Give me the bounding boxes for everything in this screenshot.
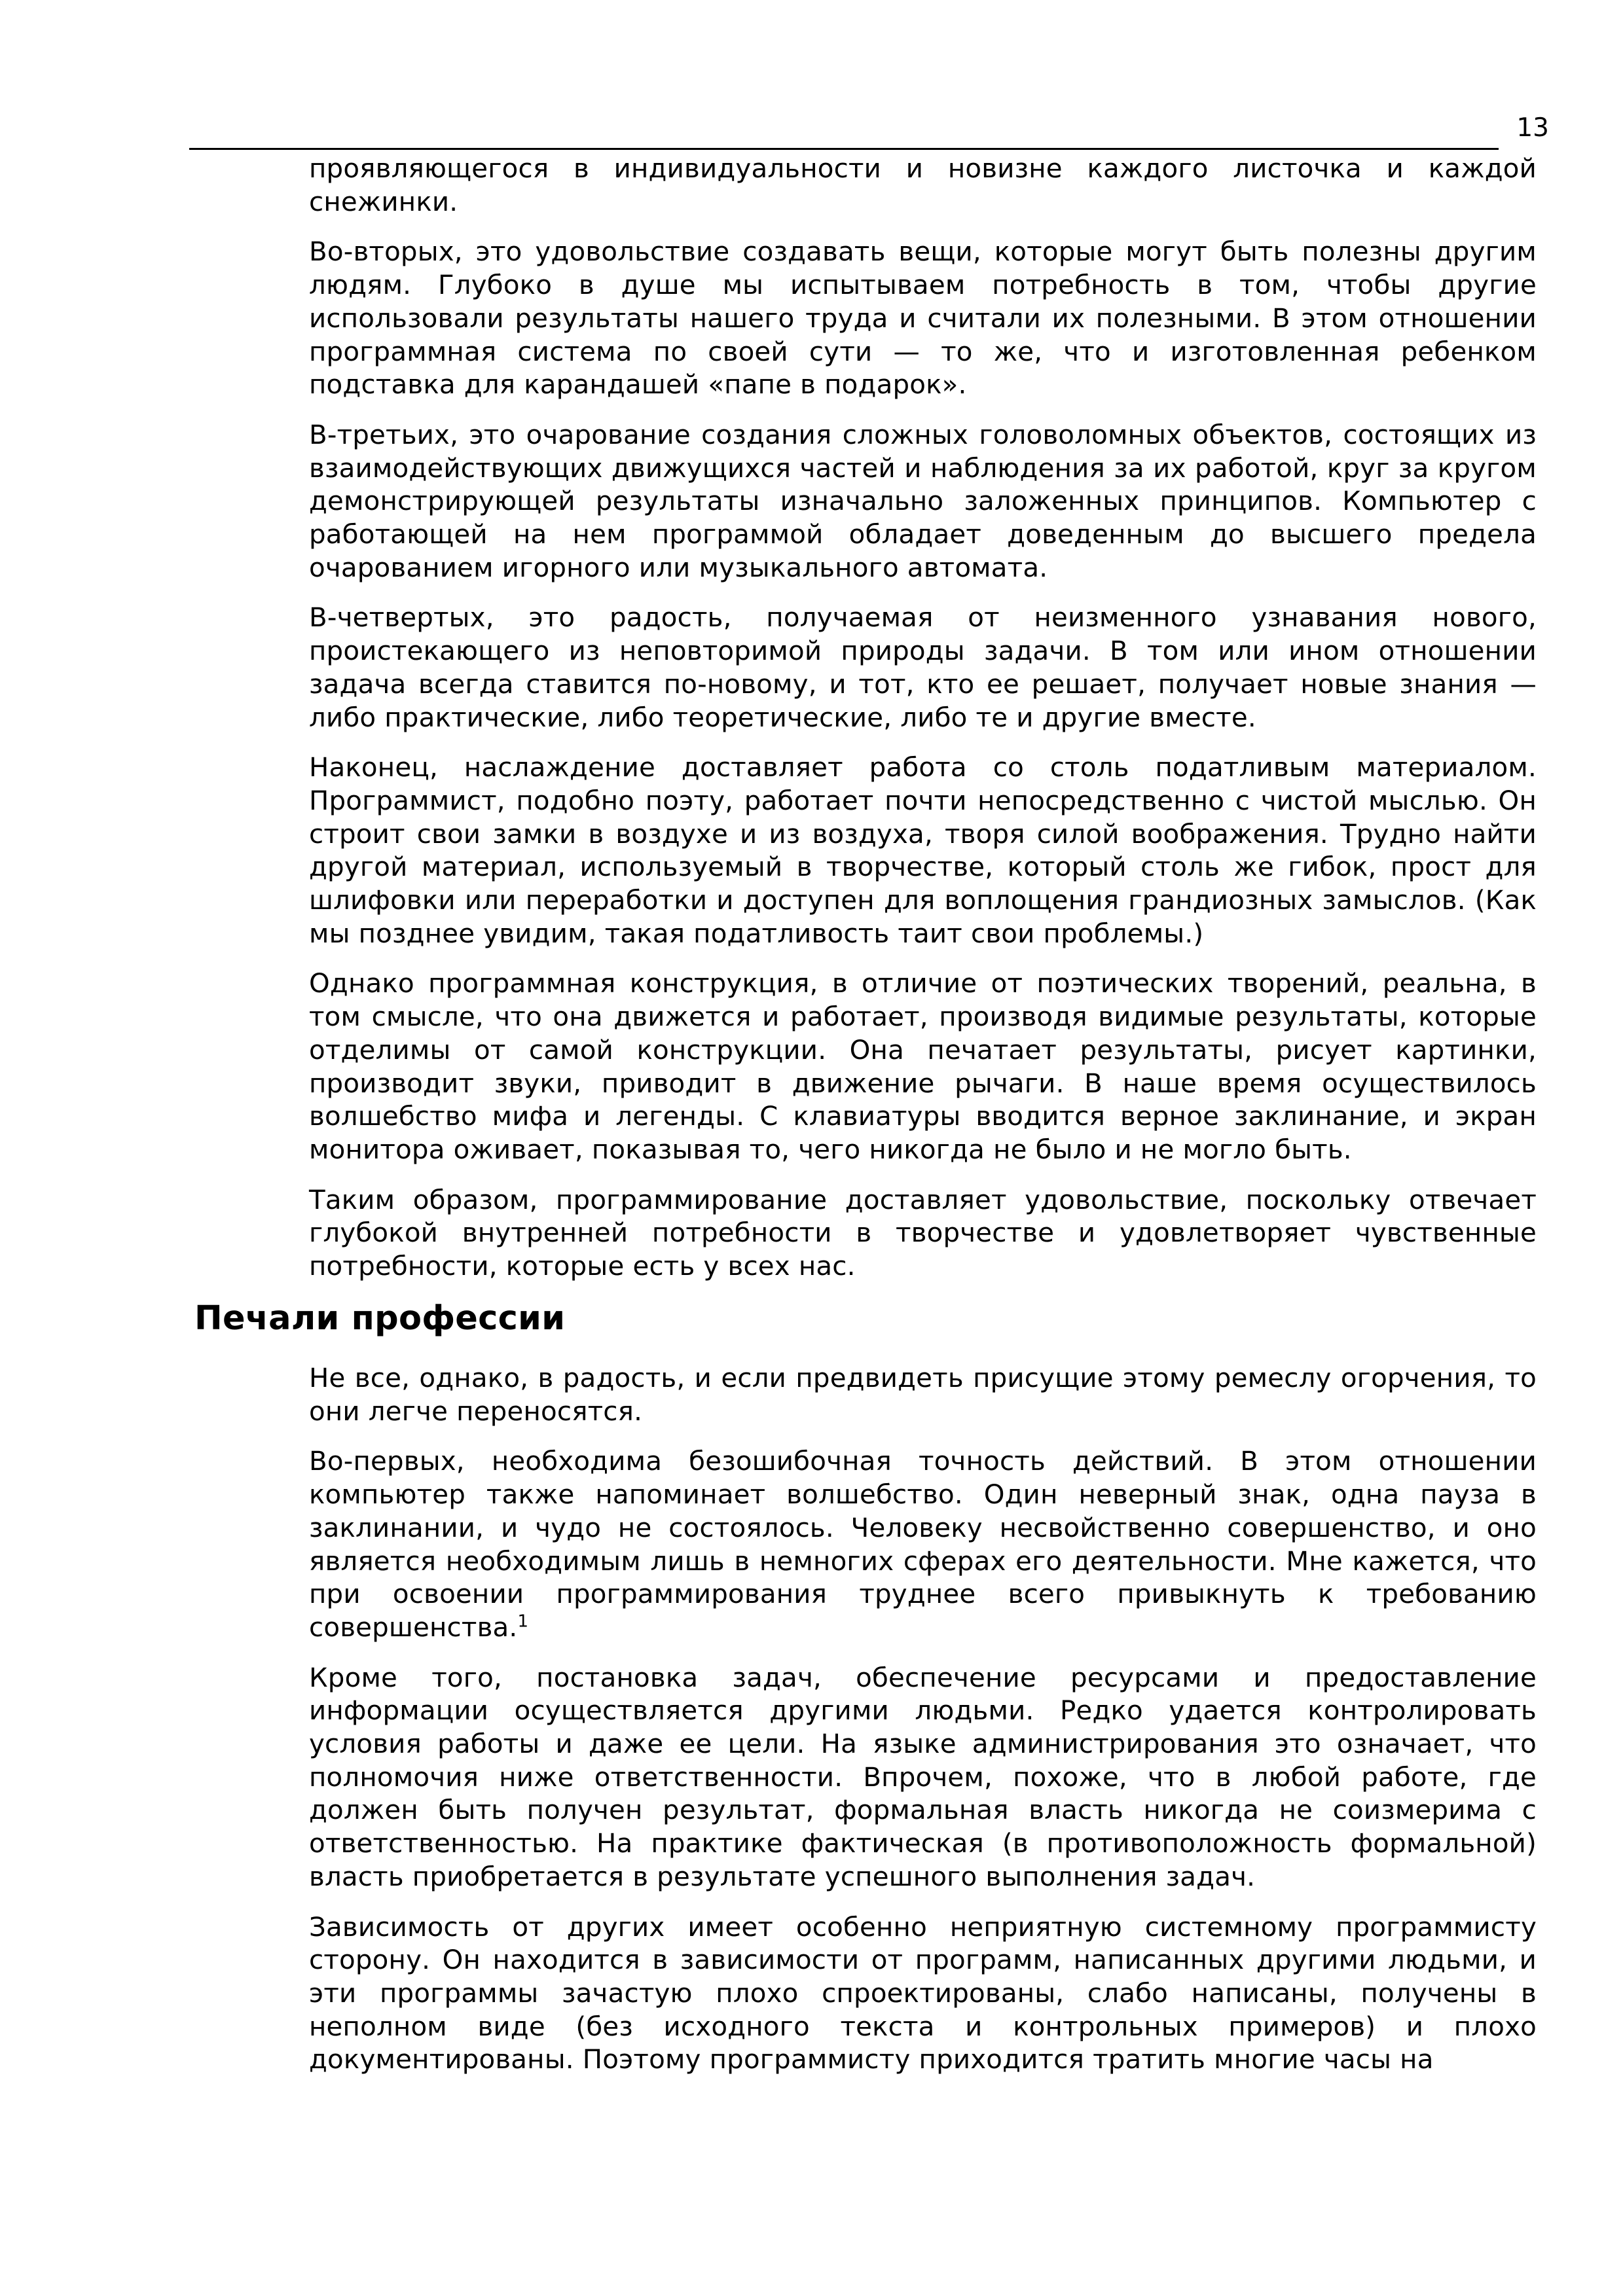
paragraph: Однако программная конструкция, в отличие от поэтических творений, реальна, в том смысле, что она движется и работает, производя видимые результаты, которые отделимы от самой конструкции. Она печатает результаты, рисует картинки, производит звуки, приводит в движение рычаги. В наше время осуществилось волшебство мифа и легенды. С клавиатуры вводится верное заклинание, и экран монитора оживает, показывая то, чего никогда не было и не могло быть. — [309, 968, 1537, 1165]
paragraph-text: Во-первых, необходима безошибочная точность действий. В этом отношении компьютер также напоминает волшебство. Один неверный знак, одна пауза в заклинании, и чудо не состоялось. Человеку несвойственно совершенство, и оно является необходимым лишь в немногих сферах его деятельности. Мне кажется, что при освоении программирования труднее всего привыкнуть к требованию совершенства. — [309, 1446, 1537, 1643]
body-text-bottom — [309, 1362, 1537, 2094]
paragraph: Наконец, наслаждение доставляет работа со столь податливым материалом. Программист, подобно поэту, работает почти непосредственно с чистой мыслью. Он строит свои замки в воздухе и из воздуха, творя силой воображения. Трудно найти другой материал, используемый в творчестве, который столь же гибок, прост для шлифовки или переработки и доступен для воплощения грандиозных замыслов. (Как мы позднее увидим, такая податливость таит свои проблемы.) — [309, 752, 1537, 949]
page-number: 13 — [1516, 113, 1549, 143]
paragraph: Не все, однако, в радость, и если предвидеть присущие этому ремеслу огорчения, то они легче переносятся. — [309, 1363, 1537, 1427]
paragraph: Во-вторых, это удовольствие создавать вещи, которые могут быть полезны другим людям. Глубоко в душе мы испытываем потребность в том, чтобы другие использовали результаты нашего труда и считали их полезными. В этом отношении программная система по своей сути — то же, что и изготовленная ребенком подставка для карандашей «папе в подарок». — [309, 236, 1537, 401]
paragraph: В-четвертых, это радость, получаемая от неизменного узнавания нового, проистекающего из неповторимой природы задачи. В том или ином отношении задача всегда ставится по-новому, и тот, кто ее решает, получает новые знания — либо практические, либо теоретические, либо те и другие вместе. — [309, 602, 1537, 733]
section-heading: Печали профессии — [194, 1299, 566, 1338]
footnote-marker[interactable]: 1 — [517, 1611, 529, 1632]
header-rule — [189, 148, 1499, 150]
paragraph: В-третьих, это очарование создания сложных головоломных объектов, состоящих из взаимодействующих движущихся частей и наблюдения за их работой, круг за кругом демонстрирующей результаты изначально заложенных принципов. Компьютер с работающей на нем программой обладает доведенным до высшего предела очарованием игорного или музыкального автомата. — [309, 419, 1537, 583]
paragraph: Таким образом, программирование доставляет удовольствие, поскольку отвечает глубокой внутренней потребности в творчестве и удовлетворяет чувственные потребности, которые есть у всех нас. — [309, 1184, 1537, 1282]
paragraph: Кроме того, постановка задач, обеспечение ресурсами и предоставление информации осуществляется другими людьми. Редко удается контролировать условия работы и даже ее цели. На языке администрирования это означает, что полномочия ниже ответственности. Впрочем, похоже, что в любой работе, где должен быть получен результат, формальная власть никогда не соизмерима с ответственностью. На практике фактическая (в противоположность формальной) власть приобретается в результате успешного выполнения задач. — [309, 1662, 1537, 1892]
body-text-top — [309, 152, 1537, 1300]
paragraph-with-footnote — [309, 1445, 1537, 1644]
paragraph: проявляющегося в индивидуальности и новизне каждого листочка и каждой снежинки. — [309, 153, 1537, 217]
paragraph: Зависимость от других имеет особенно неприятную системному программисту сторону. Он находится в зависимости от программ, написанных другими людьми, и эти программы зачастую плохо спроектированы, слабо написаны, получены в неполном виде (без исходного текста и контрольных примеров) и плохо документированы. Поэтому программисту приходится тратить многие часы на — [309, 1911, 1537, 2075]
